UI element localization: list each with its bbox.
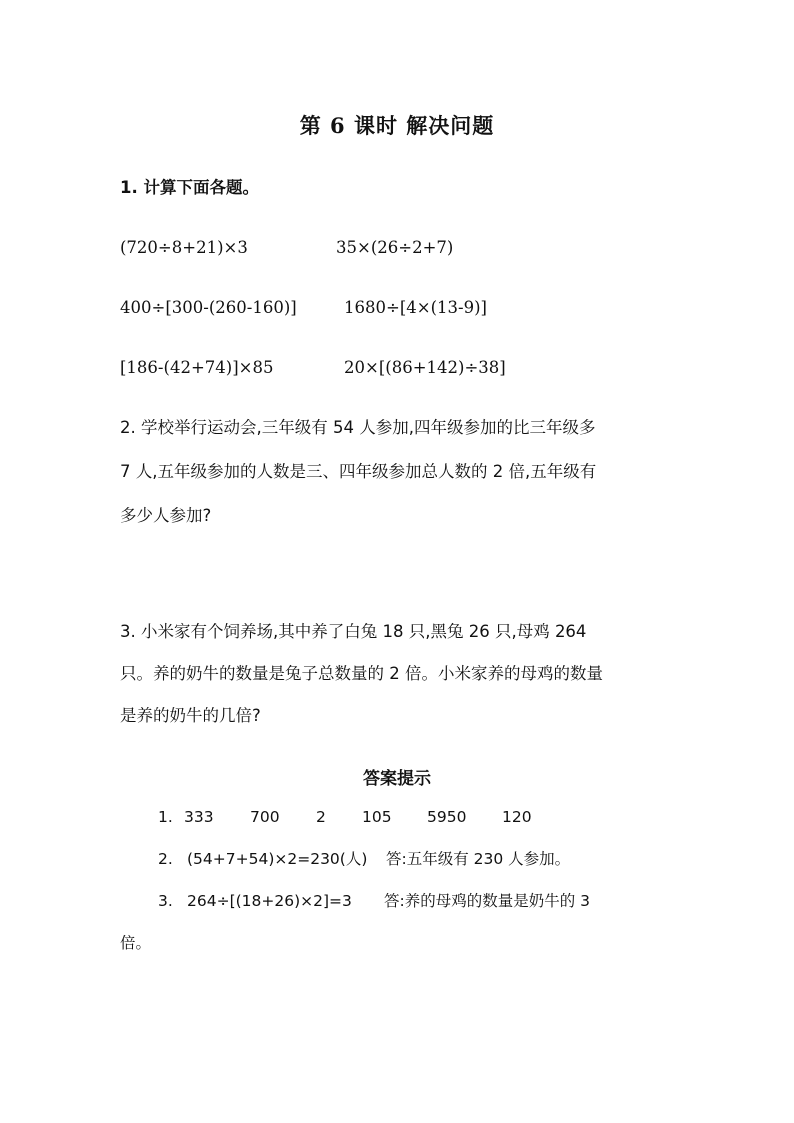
q1-expr-3: 400÷[300-(260-160)]: [120, 298, 297, 317]
answer-1-value: 2: [316, 808, 326, 826]
answer-1-value: 333: [184, 808, 214, 826]
answer-1-value: 5950: [427, 808, 467, 826]
answer-3-continuation: 倍。: [120, 934, 152, 952]
answers-heading: 答案提示: [363, 769, 431, 789]
q1-heading: 1. 计算下面各题。: [120, 178, 259, 197]
answer-1-value: 120: [502, 808, 532, 826]
answer-2-reply: 答:五年级有 230 人参加。: [386, 850, 571, 868]
answer-2-number: 2.: [158, 850, 173, 868]
q1-expr-5: [186-(42+74)]×85: [120, 358, 274, 377]
q1-expr-2: 35×(26÷2+7): [336, 238, 454, 257]
answer-1-value: 105: [362, 808, 392, 826]
answer-1: [158, 808, 173, 827]
q2-line-2: 7 人,五年级参加的人数是三、四年级参加总人数的 2 倍,五年级有: [120, 462, 597, 481]
answer-1-number: 1.: [158, 808, 173, 826]
q1-expr-6: 20×[(86+142)÷38]: [344, 358, 506, 377]
q3-line-2: 只。养的奶牛的数量是兔子总数量的 2 倍。小米家养的母鸡的数量: [120, 664, 603, 683]
page-title: 第 6 课时 解决问题: [299, 113, 495, 138]
q3-line-1: 3. 小米家有个饲养场,其中养了白兔 18 只,黑兔 26 只,母鸡 264: [120, 622, 587, 641]
q2-line-3: 多少人参加?: [120, 506, 212, 525]
q1-expr-1: (720÷8+21)×3: [120, 238, 248, 257]
q3-line-3: 是养的奶牛的几倍?: [120, 706, 261, 725]
q2-line-1: 2. 学校举行运动会,三年级有 54 人参加,四年级参加的比三年级多: [120, 418, 596, 437]
q1-expr-4: 1680÷[4×(13-9)]: [344, 298, 487, 317]
answer-3-number: 3.: [158, 892, 173, 910]
answer-1-value: 700: [250, 808, 280, 826]
answer-3-expression: 264÷[(18+26)×2]=3: [187, 892, 352, 910]
answer-2-expression: (54+7+54)×2=230(人): [187, 850, 368, 868]
answer-3-reply: 答:养的母鸡的数量是奶牛的 3: [384, 892, 591, 910]
